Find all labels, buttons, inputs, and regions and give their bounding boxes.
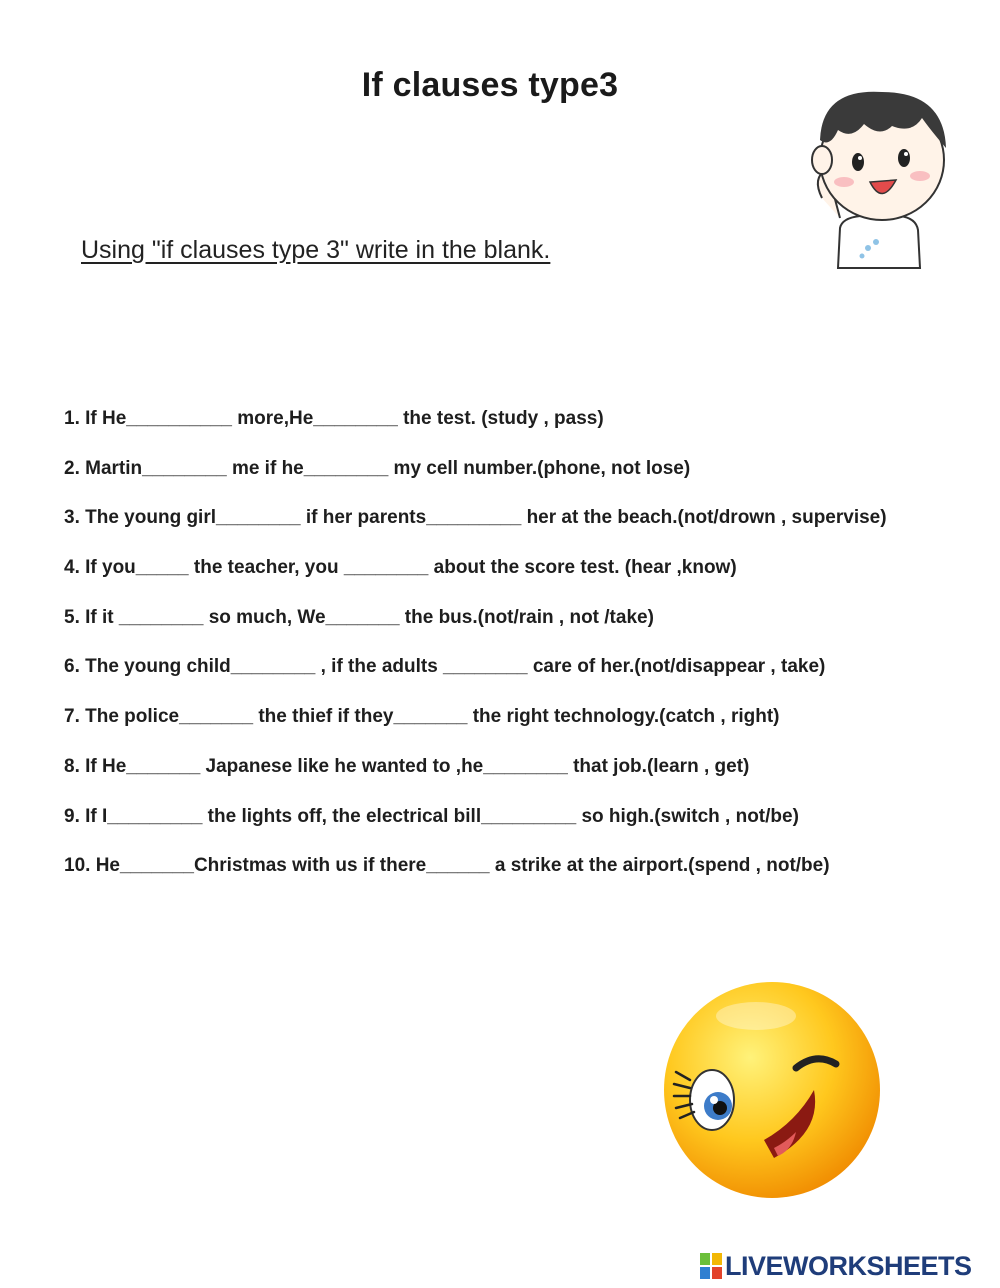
boy-illustration-icon [782,78,972,288]
question-list [64,406,984,903]
worksheet-title: If clauses type3 [361,66,619,104]
question-1[interactable]: 1. If He__________ more,He________ the test. (study , pass) [64,408,604,429]
question-5[interactable]: 5. If it ________ so much, We_______ the bus.(not/rain , not /take) [64,606,654,628]
question-10[interactable]: 10. He_______Christmas with us if there______ a strike at the airport.(spend , not/be) [64,855,830,877]
liveworksheets-logo-icon [700,1253,722,1279]
question-2[interactable]: 2. Martin________ me if he________ my cell number.(phone, not lose) [64,457,691,479]
question-6[interactable]: 6. The young child________ , if the adults ________ care of her.(not/disappear , take) [64,656,826,678]
liveworksheets-logo [700,1250,996,1282]
question-8[interactable]: 8. If He_______ Japanese like he wanted to ,he________ that job.(learn , get) [64,755,750,777]
question-9[interactable]: 9. If I_________ the lights off, the electrical bill_________ so high.(switch , not/be) [64,805,799,827]
footer-brand: LIVEWORKSHEETS [725,1251,972,1281]
question-4[interactable]: 4. If you_____ the teacher, you ________ about the score test. (hear ,know) [64,557,737,579]
winking-emoji-icon [646,972,886,1202]
question-7[interactable]: 7. The police_______ the thief if they_______ the right technology.(catch , right) [64,706,780,728]
question-3[interactable]: 3. The young girl________ if her parents_________ her at the beach.(not/drown , supervise) [64,507,887,529]
instruction-text: Using "if clauses type 3" write in the blank. [81,236,551,264]
